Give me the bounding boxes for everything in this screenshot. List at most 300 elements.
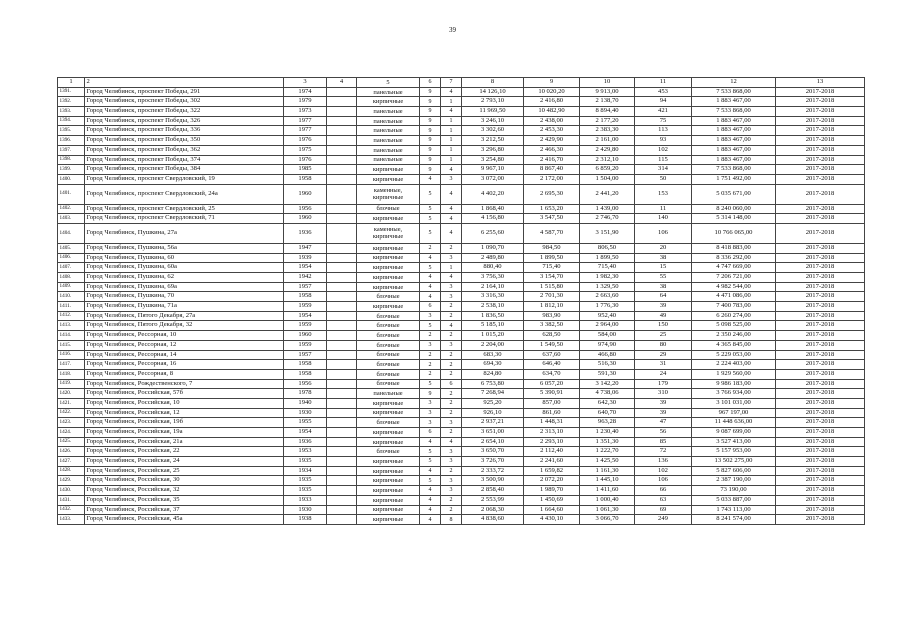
year-built-cell: 1957 [284, 350, 327, 360]
period-cell: 2017-2018 [776, 340, 865, 350]
residents-cell: 140 [635, 214, 692, 224]
table-row [58, 214, 865, 224]
table-row [58, 184, 865, 204]
year-built-cell: 1936 [284, 437, 327, 447]
wall-material-cell: панельные [357, 126, 420, 136]
wall-material-cell: блочные [357, 369, 420, 379]
entrances-cell: 1 [441, 126, 462, 136]
wall-material-cell: кирпичные [357, 174, 420, 184]
area-9-cell: 1 982,30 [580, 273, 635, 283]
column-number-cell: 13 [776, 78, 865, 88]
total-area-cell: 824,80 [462, 369, 524, 379]
period-cell: 2017-2018 [776, 107, 865, 117]
area-8-cell: 3 154,70 [524, 273, 580, 283]
area-8-cell: 10 482,90 [524, 107, 580, 117]
year-built-cell: 1935 [284, 476, 327, 486]
row-number-cell: 1426. [58, 447, 85, 457]
area-9-cell: 3 142,20 [580, 379, 635, 389]
wall-material-cell: кирпичные [357, 243, 420, 253]
table-row [58, 87, 865, 97]
table-row [58, 107, 865, 117]
table-row [58, 360, 865, 370]
floors-cell: 2 [420, 360, 441, 370]
residents-cell: 179 [635, 379, 692, 389]
col-4-cell [327, 136, 357, 146]
period-cell: 2017-2018 [776, 466, 865, 476]
table-row [58, 447, 865, 457]
table-row [58, 466, 865, 476]
floors-cell: 2 [420, 369, 441, 379]
period-cell: 2017-2018 [776, 97, 865, 107]
wall-material-cell: каменные, кирпичные [357, 184, 420, 204]
floors-cell: 3 [420, 340, 441, 350]
table-row [58, 253, 865, 263]
wall-material-cell: блочные [357, 379, 420, 389]
row-number-cell: 1409. [58, 282, 85, 292]
entrances-cell: 2 [441, 408, 462, 418]
wall-material-cell: блочные [357, 292, 420, 302]
total-area-cell: 2 858,40 [462, 486, 524, 496]
cost-cell: 8 418 883,00 [692, 243, 776, 253]
floors-cell: 4 [420, 253, 441, 263]
table-row [58, 428, 865, 438]
year-built-cell: 1942 [284, 273, 327, 283]
period-cell: 2017-2018 [776, 136, 865, 146]
year-built-cell: 1974 [284, 87, 327, 97]
cost-cell: 5 229 053,00 [692, 350, 776, 360]
area-8-cell: 634,70 [524, 369, 580, 379]
column-number-cell: 2 [85, 78, 284, 88]
area-9-cell: 2 429,80 [580, 145, 635, 155]
period-cell: 2017-2018 [776, 174, 865, 184]
floors-cell: 9 [420, 136, 441, 146]
area-9-cell: 1 329,50 [580, 282, 635, 292]
wall-material-cell: блочные [357, 350, 420, 360]
table-row [58, 408, 865, 418]
area-8-cell: 2 438,00 [524, 116, 580, 126]
total-area-cell: 6 753,80 [462, 379, 524, 389]
col-4-cell [327, 379, 357, 389]
period-cell: 2017-2018 [776, 253, 865, 263]
residents-cell: 453 [635, 87, 692, 97]
col-4-cell [327, 389, 357, 399]
cost-cell: 4 747 669,00 [692, 263, 776, 273]
wall-material-cell: кирпичные [357, 437, 420, 447]
table-row [58, 398, 865, 408]
floors-cell: 4 [420, 282, 441, 292]
col-4-cell [327, 165, 357, 175]
entrances-cell: 4 [441, 273, 462, 283]
period-cell: 2017-2018 [776, 418, 865, 428]
table-row [58, 292, 865, 302]
column-number-cell: 5 [357, 78, 420, 88]
wall-material-cell: кирпичные [357, 515, 420, 525]
total-area-cell: 3 316,30 [462, 292, 524, 302]
column-number-cell: 7 [441, 78, 462, 88]
period-cell: 2017-2018 [776, 428, 865, 438]
row-number-cell: 1393. [58, 107, 85, 117]
area-9-cell: 2 746,70 [580, 214, 635, 224]
row-number-cell: 1418. [58, 369, 85, 379]
total-area-cell: 3 254,80 [462, 155, 524, 165]
row-number-cell: 1405. [58, 243, 85, 253]
area-9-cell: 952,40 [580, 311, 635, 321]
col-4-cell [327, 126, 357, 136]
row-number-cell: 1411. [58, 302, 85, 312]
cost-cell: 4 471 086,00 [692, 292, 776, 302]
residents-cell: 106 [635, 223, 692, 243]
total-area-cell: 2 333,72 [462, 466, 524, 476]
area-9-cell: 8 894,40 [580, 107, 635, 117]
wall-material-cell: кирпичные [357, 495, 420, 505]
total-area-cell: 4 402,20 [462, 184, 524, 204]
area-8-cell: 1 448,31 [524, 418, 580, 428]
period-cell: 2017-2018 [776, 87, 865, 97]
col-4-cell [327, 350, 357, 360]
area-9-cell: 1 504,00 [580, 174, 635, 184]
cost-cell: 1 751 492,00 [692, 174, 776, 184]
col-4-cell [327, 87, 357, 97]
area-9-cell: 806,50 [580, 243, 635, 253]
entrances-cell: 4 [441, 165, 462, 175]
floors-cell: 4 [420, 466, 441, 476]
area-9-cell: 1 230,40 [580, 428, 635, 438]
cost-cell: 5 827 606,00 [692, 466, 776, 476]
total-area-cell: 925,20 [462, 398, 524, 408]
cost-cell: 5 033 887,00 [692, 495, 776, 505]
table-row [58, 350, 865, 360]
address-cell: Город Челябинск, Рессорная, 12 [85, 340, 284, 350]
column-number-cell: 4 [327, 78, 357, 88]
entrances-cell: 1 [441, 116, 462, 126]
year-built-cell: 1959 [284, 321, 327, 331]
cost-cell: 1 883 467,00 [692, 145, 776, 155]
residents-cell: 20 [635, 243, 692, 253]
column-number-cell: 9 [524, 78, 580, 88]
row-number-cell: 1399. [58, 165, 85, 175]
total-area-cell: 2 164,10 [462, 282, 524, 292]
row-number-cell: 1392. [58, 97, 85, 107]
total-area-cell: 2 654,10 [462, 437, 524, 447]
floors-cell: 3 [420, 418, 441, 428]
table-row [58, 331, 865, 341]
row-number-cell: 1417. [58, 360, 85, 370]
row-number-cell: 1402. [58, 204, 85, 214]
period-cell: 2017-2018 [776, 360, 865, 370]
year-built-cell: 1956 [284, 379, 327, 389]
floors-cell: 9 [420, 155, 441, 165]
column-number-cell: 11 [635, 78, 692, 88]
area-9-cell: 1 439,00 [580, 204, 635, 214]
address-cell: Город Челябинск, Рессорная, 14 [85, 350, 284, 360]
col-4-cell [327, 486, 357, 496]
period-cell: 2017-2018 [776, 495, 865, 505]
entrances-cell: 2 [441, 360, 462, 370]
floors-cell: 5 [420, 476, 441, 486]
total-area-cell: 3 246,10 [462, 116, 524, 126]
entrances-cell: 1 [441, 263, 462, 273]
period-cell: 2017-2018 [776, 505, 865, 515]
area-8-cell: 646,40 [524, 360, 580, 370]
period-cell: 2017-2018 [776, 145, 865, 155]
year-built-cell: 1934 [284, 466, 327, 476]
address-cell: Город Челябинск, проспект Победы, 350 [85, 136, 284, 146]
address-cell: Город Челябинск, проспект Свердловский, 24а [85, 184, 284, 204]
total-area-cell: 2 068,30 [462, 505, 524, 515]
area-8-cell: 715,40 [524, 263, 580, 273]
wall-material-cell: кирпичные [357, 97, 420, 107]
cost-cell: 2 224 403,00 [692, 360, 776, 370]
table-row [58, 321, 865, 331]
residents-cell: 24 [635, 369, 692, 379]
period-cell: 2017-2018 [776, 398, 865, 408]
area-9-cell: 516,30 [580, 360, 635, 370]
floors-cell: 4 [420, 486, 441, 496]
floors-cell: 9 [420, 107, 441, 117]
year-built-cell: 1954 [284, 311, 327, 321]
period-cell: 2017-2018 [776, 457, 865, 467]
row-number-cell: 1413. [58, 321, 85, 331]
total-area-cell: 2 204,00 [462, 340, 524, 350]
year-built-cell: 1955 [284, 418, 327, 428]
period-cell: 2017-2018 [776, 437, 865, 447]
year-built-cell: 1958 [284, 369, 327, 379]
address-cell: Город Челябинск, Российская, 32 [85, 486, 284, 496]
entrances-cell: 4 [441, 107, 462, 117]
col-4-cell [327, 476, 357, 486]
residents-cell: 39 [635, 408, 692, 418]
entrances-cell: 2 [441, 398, 462, 408]
area-8-cell: 3 382,50 [524, 321, 580, 331]
column-number-cell: 3 [284, 78, 327, 88]
period-cell: 2017-2018 [776, 350, 865, 360]
floors-cell: 9 [420, 145, 441, 155]
cost-cell: 4 365 845,00 [692, 340, 776, 350]
cost-cell: 8 240 060,00 [692, 204, 776, 214]
wall-material-cell: панельные [357, 107, 420, 117]
col-4-cell [327, 155, 357, 165]
col-4-cell [327, 515, 357, 525]
address-cell: Город Челябинск, проспект Победы, 322 [85, 107, 284, 117]
year-built-cell: 1960 [284, 214, 327, 224]
residents-cell: 55 [635, 273, 692, 283]
cost-cell: 1 883 467,00 [692, 126, 776, 136]
total-area-cell: 3 726,70 [462, 457, 524, 467]
address-cell: Город Челябинск, проспект Победы, 291 [85, 87, 284, 97]
address-cell: Город Челябинск, Пятого Декабря, 32 [85, 321, 284, 331]
total-area-cell: 4 838,60 [462, 515, 524, 525]
total-area-cell: 2 793,10 [462, 97, 524, 107]
area-8-cell: 857,00 [524, 398, 580, 408]
residents-cell: 38 [635, 253, 692, 263]
table-row [58, 369, 865, 379]
area-8-cell: 4 587,70 [524, 223, 580, 243]
table-row [58, 273, 865, 283]
year-built-cell: 1956 [284, 204, 327, 214]
wall-material-cell: кирпичные [357, 466, 420, 476]
row-number-cell: 1420. [58, 389, 85, 399]
table-row [58, 174, 865, 184]
col-4-cell [327, 107, 357, 117]
area-9-cell: 2 161,00 [580, 136, 635, 146]
address-cell: Город Челябинск, Пушкина, 60а [85, 263, 284, 273]
entrances-cell: 4 [441, 214, 462, 224]
period-cell: 2017-2018 [776, 486, 865, 496]
residents-cell: 72 [635, 447, 692, 457]
col-4-cell [327, 331, 357, 341]
area-8-cell: 1 450,69 [524, 495, 580, 505]
wall-material-cell: кирпичные [357, 505, 420, 515]
col-4-cell [327, 282, 357, 292]
entrances-cell: 1 [441, 97, 462, 107]
year-built-cell: 1933 [284, 495, 327, 505]
floors-cell: 5 [420, 263, 441, 273]
column-number-cell: 10 [580, 78, 635, 88]
wall-material-cell: кирпичные [357, 302, 420, 312]
period-cell: 2017-2018 [776, 389, 865, 399]
entrances-cell: 4 [441, 87, 462, 97]
floors-cell: 9 [420, 126, 441, 136]
entrances-cell: 3 [441, 476, 462, 486]
total-area-cell: 4 156,80 [462, 214, 524, 224]
area-9-cell: 3 151,90 [580, 223, 635, 243]
area-8-cell: 2 072,20 [524, 476, 580, 486]
year-built-cell: 1958 [284, 360, 327, 370]
column-number-cell: 6 [420, 78, 441, 88]
entrances-cell: 4 [441, 204, 462, 214]
col-4-cell [327, 273, 357, 283]
table-row [58, 340, 865, 350]
row-number-cell: 1391. [58, 87, 85, 97]
total-area-cell: 3 651,00 [462, 428, 524, 438]
wall-material-cell: кирпичные [357, 253, 420, 263]
residents-cell: 115 [635, 155, 692, 165]
cost-cell: 7 400 783,00 [692, 302, 776, 312]
period-cell: 2017-2018 [776, 165, 865, 175]
area-9-cell: 640,70 [580, 408, 635, 418]
table-row [58, 126, 865, 136]
row-number-cell: 1414. [58, 331, 85, 341]
wall-material-cell: кирпичные [357, 428, 420, 438]
table-row [58, 97, 865, 107]
table-row [58, 418, 865, 428]
entrances-cell: 3 [441, 292, 462, 302]
column-number-cell: 8 [462, 78, 524, 88]
address-cell: Город Челябинск, Пятого Декабря, 27а [85, 311, 284, 321]
address-cell: Город Челябинск, Пушкина, 27а [85, 223, 284, 243]
area-8-cell: 5 390,91 [524, 389, 580, 399]
total-area-cell: 2 553,99 [462, 495, 524, 505]
address-cell: Город Челябинск, Российская, 30 [85, 476, 284, 486]
table-row [58, 486, 865, 496]
register-table [57, 77, 865, 525]
entrances-cell: 2 [441, 495, 462, 505]
cost-cell: 3 101 031,00 [692, 398, 776, 408]
address-cell: Город Челябинск, Российская, 25 [85, 466, 284, 476]
wall-material-cell: панельные [357, 116, 420, 126]
total-area-cell: 3 650,70 [462, 447, 524, 457]
entrances-cell: 4 [441, 184, 462, 204]
entrances-cell: 4 [441, 437, 462, 447]
col-4-cell [327, 97, 357, 107]
floors-cell: 2 [420, 243, 441, 253]
floors-cell: 5 [420, 204, 441, 214]
area-8-cell: 1 812,10 [524, 302, 580, 312]
row-number-cell: 1423. [58, 418, 85, 428]
area-8-cell: 4 430,10 [524, 515, 580, 525]
period-cell: 2017-2018 [776, 292, 865, 302]
row-number-cell: 1430. [58, 486, 85, 496]
cost-cell: 10 766 065,00 [692, 223, 776, 243]
wall-material-cell: блочные [357, 331, 420, 341]
address-cell: Город Челябинск, проспект Свердловский, 25 [85, 204, 284, 214]
area-9-cell: 1 445,10 [580, 476, 635, 486]
col-4-cell [327, 311, 357, 321]
period-cell: 2017-2018 [776, 311, 865, 321]
address-cell: Город Челябинск, Российская, 21а [85, 437, 284, 447]
area-8-cell: 2 453,30 [524, 126, 580, 136]
floors-cell: 4 [420, 495, 441, 505]
row-number-cell: 1429. [58, 476, 85, 486]
row-number-cell: 1401. [58, 184, 85, 204]
cost-cell: 7 533 868,00 [692, 87, 776, 97]
total-area-cell: 3 296,80 [462, 145, 524, 155]
year-built-cell: 1978 [284, 389, 327, 399]
area-9-cell: 1 161,30 [580, 466, 635, 476]
area-9-cell: 4 738,06 [580, 389, 635, 399]
residents-cell: 15 [635, 263, 692, 273]
row-number-cell: 1403. [58, 214, 85, 224]
area-9-cell: 2 138,70 [580, 97, 635, 107]
year-built-cell: 1957 [284, 282, 327, 292]
address-cell: Город Челябинск, проспект Победы, 336 [85, 126, 284, 136]
wall-material-cell: блочные [357, 447, 420, 457]
table-row [58, 505, 865, 515]
col-4-cell [327, 418, 357, 428]
area-8-cell: 1 899,50 [524, 253, 580, 263]
floors-cell: 4 [420, 174, 441, 184]
table-row [58, 136, 865, 146]
total-area-cell: 3 212,50 [462, 136, 524, 146]
total-area-cell: 3 072,00 [462, 174, 524, 184]
residents-cell: 69 [635, 505, 692, 515]
cost-cell: 11 448 636,00 [692, 418, 776, 428]
period-cell: 2017-2018 [776, 302, 865, 312]
column-number-cell: 1 [58, 78, 85, 88]
residents-cell: 66 [635, 486, 692, 496]
wall-material-cell: кирпичные [357, 282, 420, 292]
area-8-cell: 2 313,10 [524, 428, 580, 438]
entrances-cell: 3 [441, 418, 462, 428]
floors-cell: 9 [420, 389, 441, 399]
wall-material-cell: кирпичные [357, 457, 420, 467]
entrances-cell: 3 [441, 447, 462, 457]
entrances-cell: 4 [441, 321, 462, 331]
row-number-cell: 1422. [58, 408, 85, 418]
row-number-cell: 1416. [58, 350, 85, 360]
area-8-cell: 2 416,80 [524, 97, 580, 107]
table-row [58, 165, 865, 175]
table-row [58, 204, 865, 214]
entrances-cell: 2 [441, 311, 462, 321]
area-8-cell: 6 057,20 [524, 379, 580, 389]
area-8-cell: 10 020,20 [524, 87, 580, 97]
floors-cell: 4 [420, 437, 441, 447]
cost-cell: 5 157 953,00 [692, 447, 776, 457]
wall-material-cell: панельные [357, 136, 420, 146]
area-8-cell: 2 695,30 [524, 184, 580, 204]
period-cell: 2017-2018 [776, 447, 865, 457]
